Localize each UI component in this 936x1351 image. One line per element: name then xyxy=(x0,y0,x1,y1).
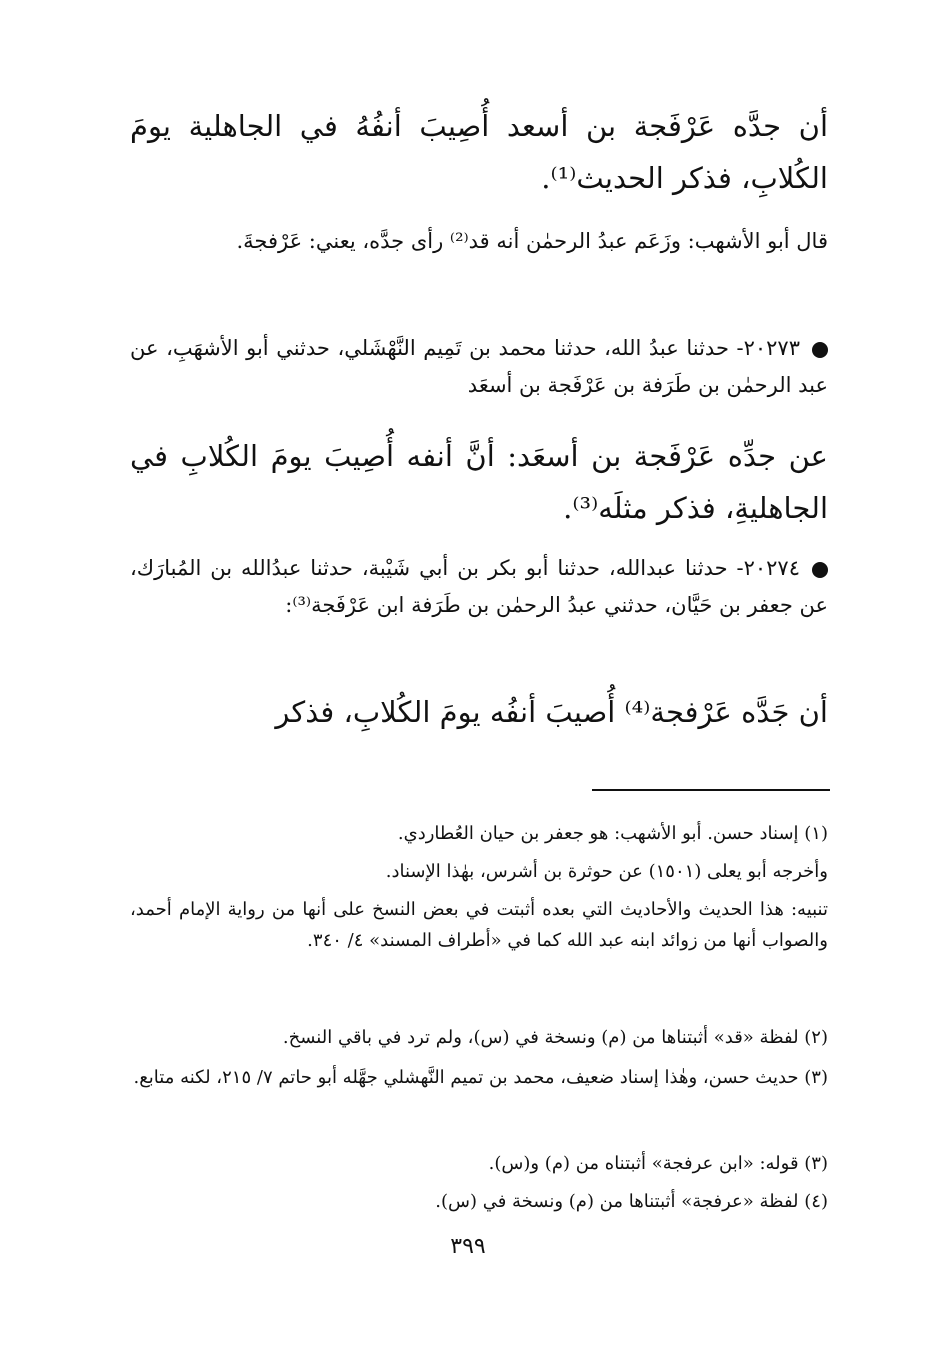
footnote-1-note: تنبيه: هذا الحديث والأحاديث التي بعده أثبتت في بعض النسخ على أنها من رواية الإمام أحمد، والصواب أنها من زوائد ابنه عبد الله كما في «أطراف المسند» ٤/ ٣٤٠. xyxy=(130,899,828,951)
hadith-text-2: عن جدِّه عَرْفَجة بن أسعَد: أنَّ أنفه أُصِيبَ يومَ الكُلابِ في الجاهليةِ، فذكر مثلَه⁽³⁾. xyxy=(130,439,828,525)
page-number: ٣٩٩ xyxy=(450,1234,486,1259)
hadith-text-3: أن جَدَّه عَرْفجة⁽⁴⁾ أُصيبَ أنفُه يومَ الكُلابِ، فذكر xyxy=(275,695,828,729)
footnote-1: (١) إسناد حسن. أبو الأشهب: هو جعفر بن حيان العُطاردي. xyxy=(397,823,828,844)
narrator-comment: قال أبو الأشهب: وزَعَم عبدُ الرحمٰن أنه قد⁽²⁾ رأى جدَّه، يعني: عَرْفجةَ. xyxy=(236,229,828,253)
isnad-text: ٢٠٢٧٣- حدثنا عبدُ الله، حدثنا محمد بن تَمِيم النَّهْشَلي، حدثني أبو الأشهَبِ، عن عبد الرحمٰن بن طَرَفة بن عَرْفَجة بن أسعَد xyxy=(130,336,828,397)
bullet-icon xyxy=(812,342,828,358)
footnote-1-takhrij: وأخرجه أبو يعلى (١٥٠١) عن حوثرة بن أشرس، بهٰذا الإسناد. xyxy=(385,861,828,882)
isnad-text: ٢٠٢٧٤- حدثنا عبدالله، حدثنا أبو بكر بن أبي شَيْبة، حدثنا عبدُالله بن المُبارَك، عن جعفر بن حَيَّان، حدثني عبدُ الرحمٰن بن طَرَفة ابن عَرْفَجة⁽³⁾: xyxy=(130,556,828,617)
footnote-3b: (٣) قوله: «ابن عرفجة» أثبتناه من (م) و(س). xyxy=(488,1153,828,1174)
footnote-divider xyxy=(592,789,830,791)
footnote-2: (٢) لفظة «قد» أثبتناها من (م) ونسخة في (س)، ولم ترد في باقي النسخ. xyxy=(282,1027,828,1048)
bullet-icon xyxy=(812,562,828,578)
footnote-4: (٤) لفظة «عرفجة» أثبتناها من (م) ونسخة في (س). xyxy=(435,1191,828,1212)
hadith-20274-isnad xyxy=(130,550,828,624)
footnote-3: (٣) حديث حسن، وهٰذا إسناد ضعيف، محمد بن تميم النَّهشلي جهَّله أبو حاتم ٧/ ٢١٥، لكنه متابع. xyxy=(133,1067,828,1088)
hadith-20273-isnad xyxy=(130,330,828,404)
hadith-text-1: أن جدَّه عَرْفَجة بن أسعد أُصِيبَ أنفُهُ في الجاهلية يومَ الكُلابِ، فذكر الحديث⁽¹⁾. xyxy=(130,109,828,195)
